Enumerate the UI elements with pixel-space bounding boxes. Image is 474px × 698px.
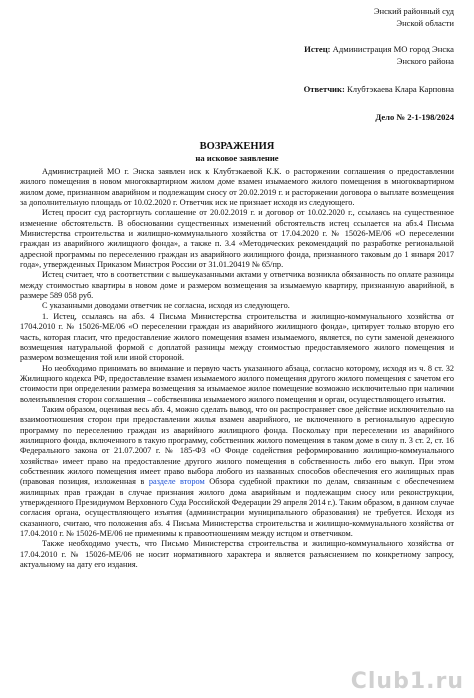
paragraph-7-part-b: Обзора судебной практики по делам, связанным с обеспечением жилищных прав граждан в случае признания жилого дома аварийным и подлежащим сносу или реконструкции, утвержденного Президиумом Верховного Суда Российской Федерации 29 апреля 2014 г.). Таким образом, в данном случае согласия органа, осуществляющего изъятия (администрации муниципального образования) не требуется. Исходя из сказанного, считаю, что положения абз. 4 Письма Министерства строительства и жилищно-коммунального хозяйства от 17.04.2010 г. № 15026-МЕ/06 не применимы к правоотношениям между истцом и ответчиком. [20,477,455,539]
paragraph-3: Истец считает, что в соответствии с вышеуказанными актами у ответчика возникла обязанность по оплате разницы между стоимостью квартиры в новом доме и размером возмещения за изымаемую квартиру, признанную аварийной, в размере 589 058 руб. [20,270,454,301]
case-number: Дело № 2-1-198/2024 [375,112,454,122]
paragraph-7 [20,405,454,539]
paragraph-5: 1. Истец, ссылаясь на абз. 4 Письма Министерства строительства и жилищно-коммунального хозяйства от 1704.2010 г. № 15026-МЕ/06 «О переселении граждан из аварийного жилищного фонда», цитирует только вторую его часть, которая гласит, что предоставление жилого помещения взамен изымаемого, является, по сути заменой денежного возмещения натуральной формой с доплатой разницы между стоимостью предоставляемого жилого помещения и размером возмещения той или иной стороной. [20,311,454,363]
document-subtitle: на исковое заявление [195,153,279,163]
section-two-link[interactable]: разделе втором [148,477,205,487]
paragraph-8: Также необходимо учесть, что Письмо Министерства строительства и жилищно-коммунального хозяйства от 17.04.2010 г. № 15026-МЕ/06 не носит нормативного характера и является разъяснением по конкретному запросу, актуальному на дату его издания. [20,539,454,570]
court-name: Энский районный суд [373,6,454,16]
watermark-logo: Club1.ru [350,669,464,694]
plaintiff-label: Истец: [304,44,331,54]
court-region: Энской области [396,17,454,28]
defendant-name: Клубтэкаева Клара Карповна [346,84,454,94]
paragraph-6: Но необходимо принимать во внимание и первую часть указанного абзаца, согласно которому, исходя из ч. 8 ст. 32 Жилищного кодекса РФ, предоставление взамен изымаемого жилого помещения другого жилого помещения с зачетом его стоимости при определении размера возмещения за изымаемое жилое помещение возможно исключительно при наличии волеизъявления сторон соглашения – собственника изымаемого жилого помещения и орган, осуществляющего изъятия. [20,363,454,404]
paragraph-4: С указанными доводами ответчик не согласна, исходя из следующего. [42,301,290,311]
plaintiff-block [304,44,454,67]
document-title: ВОЗРАЖЕНИЯ [199,141,275,152]
paragraph-1: Администрацией МО г. Энска заявлен иск к Клубтэкаевой К.К. о расторжении соглашения о предоставлении жилого помещения в новом многоквартирном жилом доме взамен изымаемого жилого помещения в многоквартирном жилом доме, признанном аварийном и подлежащим сносу от 20.02.2019 г. и расторжении договора о выплате возмещения за дополнительную площадь от 10.02.2020 г. Ответчик иск не признает исходя из следующего. [20,167,454,208]
document-body [20,167,454,570]
defendant-label: Ответчик: [303,84,345,94]
plaintiff-name: Администрация МО город Энска [332,44,454,54]
paragraph-7-part-a: Таким образом, оценивая весь абз. 4, можно сделать вывод, что он распространяет свое действие исключительно на взаимоотношения сторон при предоставлении жилья взамен аварийного, не включенного в региональную адресную программу по переселению граждан из аварийного жилищного фонда. Поскольку при переселении из аварийного жилищного фонда, включенного в такую программу, собственник жилого помещения в таком доме в силу п. 3 ст. 2, ст. 16 Федерального закона от 21.07.2007 г. № 185-ФЗ «О Фонде содействия реформированию жилищно-коммунального хозяйства» имеет право на предоставление другого жилого помещения в собственность либо его выкуп. При этом собственник жилого помещения имеет право выбора любого из названных способов обеспечения его жилищных прав (правовая позиция, изложенная в [20,404,454,487]
plaintiff-region: Энского района [396,55,454,66]
paragraph-2: Истец просит суд расторгнуть соглашение от 20.02.2019 г. и договор от 10.02.2020 г., ссылаясь на существенное изменение обстоятельств. В обосновании существенных изменений обстоятельств истец ссылается на абз.4 Письма Министерства строительства и жилищно-коммунального хозяйства от 17.04.2020 г. № 15026-МЕ/06 «О переселении граждан из аварийного жилищного фонда», а также п. 3.4 «Методических рекомендаций по разработке региональной адресной программы по переселению граждан из аварийного жилищного фонда, признанного таковым до 1 января 2017 года», утвержденных Приказом Минстроя России от 31.01.20419 № 65/пр. [20,208,454,270]
court-block [374,6,454,29]
defendant-block [304,84,454,96]
